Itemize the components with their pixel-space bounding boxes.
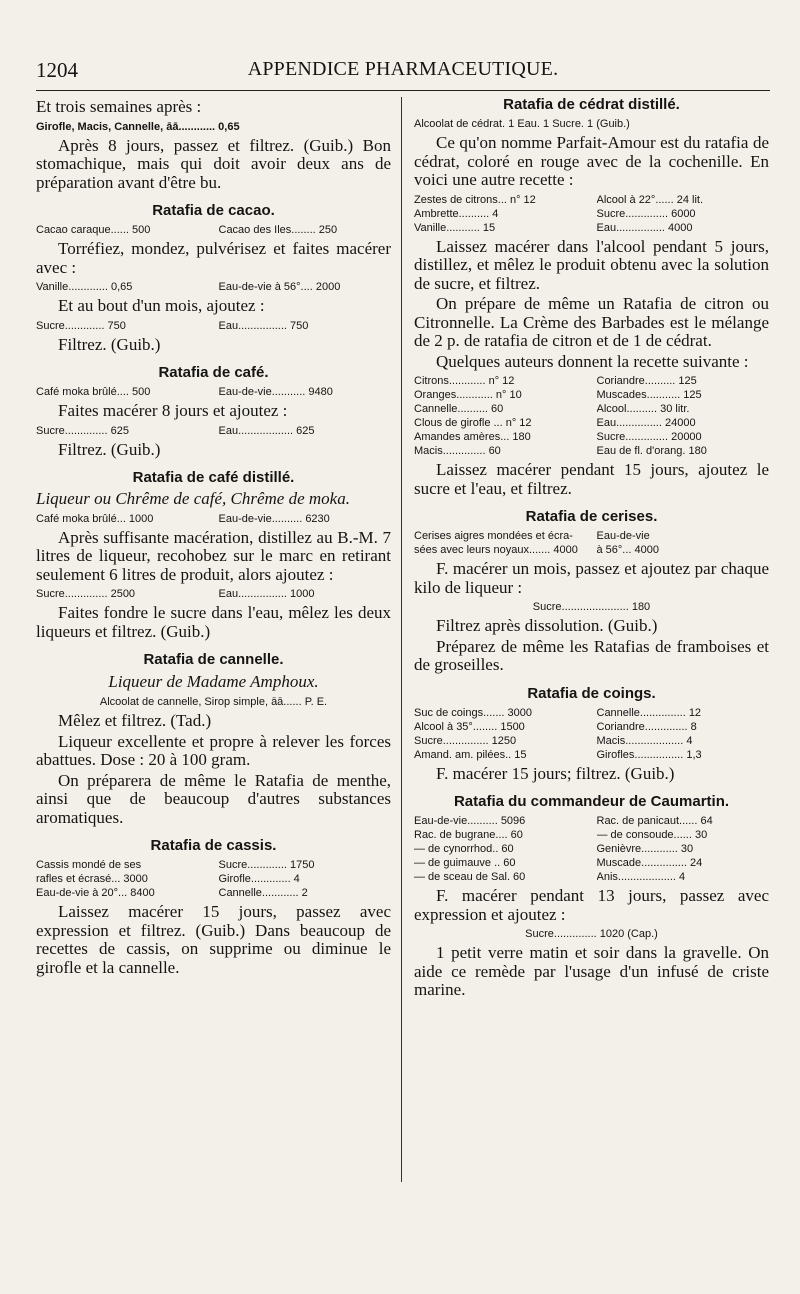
formula-cell: Eau................ 4000: [596, 221, 693, 234]
formula-row: [36, 120, 391, 134]
formula-cell: Girofle, Macis, Cannelle, āā............ 0,65: [36, 120, 240, 133]
formula-cell: Alcoolat de cédrat. 1 Eau. 1 Sucre. 1 (Guib.): [414, 118, 630, 130]
section-subtitle: Liqueur de Madame Amphoux.: [108, 672, 319, 691]
formula-table: [36, 385, 391, 399]
formula-cell: Anis................... 4: [596, 871, 686, 883]
paragraph: Quelques auteurs donnent la recette suivante :: [436, 351, 749, 371]
formula-cell: Sucre.............. 2500: [36, 588, 136, 600]
paragraph: Faites macérer 8 jours et ajoutez :: [58, 401, 288, 420]
paragraph: Après 8 jours, passez et filtrez. (Guib.) Bon stomachique, mais qui doit avoir deux ans de préparation avant d'être bu.: [36, 135, 391, 192]
formula-cell: Alcool à 35°........ 1500: [414, 720, 525, 733]
paragraph: Liqueur excellente et propre à relever les forces abattues. Dose : 20 à 100 gram.: [36, 731, 391, 769]
formula-cell: à 56°... 4000: [596, 544, 660, 556]
paragraph: Filtrez après dissolution. (Guib.): [436, 616, 658, 635]
formula-cell: Macis.............. 60: [414, 445, 501, 457]
formula-cell: Coriandre.............. 8: [596, 720, 697, 733]
formula-row: [36, 280, 391, 294]
paragraph: Ce qu'on nomme Parfait-Amour est du ratafia de cédrat, coloré en rouge avec de la cochenille. En voici une autre recette :: [414, 133, 769, 189]
formula-row: [36, 512, 391, 526]
formula-cell: Café moka brûlé.... 500: [36, 386, 151, 398]
formula-table: [414, 600, 769, 614]
formula-row: [36, 587, 391, 601]
formula-cell: Alcoolat de cannelle, Sirop simple, āā...... P. E.: [99, 696, 328, 708]
formula-table: [414, 927, 769, 941]
formula-row: [414, 828, 769, 842]
formula-cell: Sucre.............. 625: [36, 424, 129, 437]
formula-row: [414, 388, 769, 402]
formula-cell: Genièvre............ 30: [596, 843, 694, 855]
section-heading: Ratafia de cannelle.: [143, 651, 284, 668]
section-heading: Ratafia de café.: [158, 364, 269, 381]
section-heading: Ratafia de cacao.: [152, 202, 275, 219]
formula-row: [414, 842, 769, 856]
formula-row: [414, 374, 769, 388]
formula-cell: — de sceau de Sal. 60: [414, 871, 526, 883]
paragraph: F. macérer pendant 13 jours, passez avec expression et ajoutez :: [414, 886, 769, 924]
formula-cell: Cannelle............ 2: [218, 887, 308, 899]
formula-cell: Eau.................. 625: [218, 424, 315, 437]
paragraph: Laissez macérer pendant 15 jours, ajoutez le sucre et l'eau, et filtrez.: [414, 460, 769, 498]
formula-cell: Eau-de-vie: [596, 530, 650, 542]
formula-cell: Cassis mondé de ses: [36, 859, 142, 871]
section-heading: Ratafia de coings.: [527, 684, 656, 702]
paragraph: Laissez macérer dans l'alcool pendant 5 jours, distillez, et mêlez le produit obtenu avec la solution de sucre, et filtrez.: [414, 236, 769, 293]
formula-row: [414, 734, 769, 748]
formula-cell: Amand. am. pilées.. 15: [414, 748, 527, 761]
paragraph: Préparez de même les Ratafias de framboises et de groseilles.: [414, 636, 769, 674]
section-heading: Ratafia du commandeur de Caumartin.: [453, 793, 730, 810]
formula-table: [36, 319, 391, 333]
formula-cell: Sucre............. 750: [36, 319, 126, 332]
paragraph: Et trois semaines après :: [36, 97, 202, 116]
formula-row: [36, 223, 391, 237]
formula-row: [414, 706, 769, 720]
formula-table: [36, 858, 391, 900]
section-heading: Ratafia de cerises.: [525, 508, 658, 525]
formula-cell: — de consoude...... 30: [596, 829, 708, 841]
section-heading: Ratafia de cédrat distillé.: [503, 96, 680, 113]
formula-cell: Girofles................ 1,3: [596, 748, 702, 761]
formula-table: [414, 374, 769, 458]
formula-cell: Vanille............. 0,65: [36, 281, 133, 293]
formula-row: [414, 600, 769, 614]
formula-table: [414, 193, 769, 235]
paragraph: On préparera de même le Ratafia de menthe, ainsi que de beaucoup d'autres substances aromatiques.: [36, 770, 391, 827]
formula-row: [36, 319, 391, 333]
formula-cell: Amandes amères... 180: [414, 431, 531, 443]
formula-row: [414, 543, 769, 557]
formula-row: [414, 927, 769, 941]
formula-row: [414, 748, 769, 762]
formula-cell: Café moka brûlé... 1000: [36, 512, 154, 525]
formula-cell: Alcool à 22°...... 24 lit.: [596, 193, 704, 206]
formula-row: [414, 720, 769, 734]
formula-table: [36, 695, 391, 709]
formula-table: [36, 512, 391, 526]
formula-row: [36, 385, 391, 399]
section-heading: Ratafia de café distillé.: [132, 469, 295, 486]
formula-table: [414, 117, 769, 131]
formula-row: [414, 430, 769, 444]
paragraph: Après suffisante macération, distillez au B.-M. 7 litres de liqueur, recohobez sur le marc en retirant seulement 6 litres de produit, alors ajoutez :: [36, 527, 391, 584]
formula-row: [414, 870, 769, 884]
paragraph: F. macérer un mois, passez et ajoutez par chaque kilo de liqueur :: [414, 559, 769, 597]
column-divider: [401, 97, 402, 1182]
formula-cell: Cannelle............... 12: [596, 706, 702, 719]
header-rule: [36, 90, 770, 91]
formula-cell: Vanille........... 15: [414, 221, 496, 234]
formula-cell: Sucre............. 1750: [218, 859, 315, 871]
page-number: 1204: [36, 58, 78, 82]
formula-row: [36, 872, 391, 886]
formula-cell: Macis................... 4: [596, 734, 693, 747]
page-title: APPENDICE PHARMACEUTIQUE.: [247, 58, 559, 80]
formula-row: [36, 858, 391, 872]
right-column: [414, 96, 769, 1002]
formula-cell: Oranges............ n° 10: [414, 389, 522, 401]
formula-table: [36, 424, 391, 438]
formula-cell: Sucre...................... 180: [532, 601, 651, 613]
formula-cell: Sucre............... 1250: [414, 734, 517, 747]
formula-cell: Muscades........... 125: [596, 389, 702, 401]
formula-cell: Cacao caraque...... 500: [36, 224, 151, 236]
formula-table: [36, 223, 391, 237]
paragraph: Mêlez et filtrez. (Tad.): [58, 711, 212, 730]
formula-cell: Rac. de bugrane.... 60: [414, 829, 523, 841]
paragraph: F. macérer 15 jours; filtrez. (Guib.): [436, 763, 675, 783]
formula-table: [36, 120, 391, 134]
formula-cell: Eau-de-vie........... 9480: [218, 386, 333, 398]
formula-table: [36, 587, 391, 601]
paragraph: Torréfiez, mondez, pulvérisez et faites macérer avec :: [36, 239, 391, 277]
formula-row: [36, 424, 391, 438]
formula-table: [414, 529, 769, 557]
formula-cell: Eau-de-vie.......... 6230: [218, 512, 330, 525]
paragraph: Liqueur ou Chrême de café, Chrême de moka.: [36, 489, 350, 508]
paragraph: Filtrez. (Guib.): [58, 334, 161, 354]
formula-cell: Eau................ 1000: [218, 588, 315, 600]
formula-cell: Eau de fl. d'orang. 180: [596, 445, 707, 457]
formula-cell: Rac. de panicaut...... 64: [596, 815, 713, 827]
formula-cell: Cerises aigres mondées et écra-: [414, 530, 573, 542]
paragraph: On prépare de même un Ratafia de citron ou Citronnelle. La Crème des Barbades est le mélange de 2 p. de ratafia de citron et de 1 de cédrat.: [414, 294, 769, 350]
formula-row: [36, 695, 391, 709]
formula-cell: Girofle............. 4: [218, 873, 300, 885]
formula-cell: Ambrette.......... 4: [414, 207, 499, 220]
formula-cell: Zestes de citrons... n° 12: [414, 193, 536, 206]
formula-row: [414, 856, 769, 870]
formula-row: [414, 402, 769, 416]
formula-cell: Alcool.......... 30 litr.: [596, 403, 690, 415]
formula-cell: Suc de coings....... 3000: [414, 706, 533, 719]
formula-cell: — de guimauve .. 60: [414, 857, 516, 869]
formula-row: [414, 529, 769, 543]
formula-cell: Eau................ 750: [218, 319, 309, 332]
section-heading: Ratafia de cassis.: [150, 837, 277, 854]
formula-cell: Coriandre.......... 125: [596, 375, 697, 387]
formula-row: [414, 416, 769, 430]
running-header: [36, 58, 770, 88]
formula-cell: Muscade............... 24: [596, 857, 703, 869]
paragraph: 1 petit verre matin et soir dans la gravelle. On aide ce remède par l'usage d'un infusé de criste marine.: [414, 943, 769, 999]
formula-cell: sées avec leurs noyaux....... 4000: [414, 544, 578, 556]
formula-row: [414, 444, 769, 458]
formula-cell: Eau-de-vie à 20°... 8400: [36, 887, 155, 899]
left-column: [36, 96, 391, 979]
formula-cell: Cacao des Iles........ 250: [218, 224, 338, 236]
formula-row: [36, 886, 391, 900]
formula-cell: rafles et écrasé... 3000: [36, 873, 148, 885]
formula-cell: Clous de girofle ... n° 12: [414, 417, 532, 429]
formula-cell: Eau-de-vie à 56°.... 2000: [218, 281, 341, 293]
formula-table: [414, 814, 769, 884]
formula-cell: Sucre.............. 20000: [596, 431, 702, 443]
formula-table: [414, 706, 769, 762]
paragraph: Et au bout d'un mois, ajoutez :: [58, 296, 265, 315]
formula-row: [414, 221, 769, 235]
formula-cell: Eau............... 24000: [596, 417, 696, 429]
paragraph: Filtrez. (Guib.): [58, 439, 161, 459]
formula-cell: Eau-de-vie.......... 5096: [414, 815, 526, 827]
formula-row: [414, 814, 769, 828]
formula-row: [414, 207, 769, 221]
paragraph: Laissez macérer 15 jours, passez avec expression et filtrez. (Guib.) Dans beaucoup de recettes de cassis, on supprime ou diminue le girofle et la cannelle.: [36, 902, 391, 977]
formula-cell: — de cynorrhod.. 60: [414, 843, 514, 855]
formula-cell: Cannelle.......... 60: [414, 403, 504, 415]
formula-row: [414, 193, 769, 207]
formula-row: [414, 117, 769, 131]
formula-cell: Citrons............ n° 12: [414, 375, 515, 387]
formula-cell: Sucre.............. 6000: [596, 207, 696, 220]
paragraph: Faites fondre le sucre dans l'eau, mêlez les deux liqueurs et filtrez. (Guib.): [36, 603, 391, 641]
formula-table: [36, 280, 391, 294]
formula-cell: Sucre.............. 1020 (Cap.): [525, 928, 658, 940]
